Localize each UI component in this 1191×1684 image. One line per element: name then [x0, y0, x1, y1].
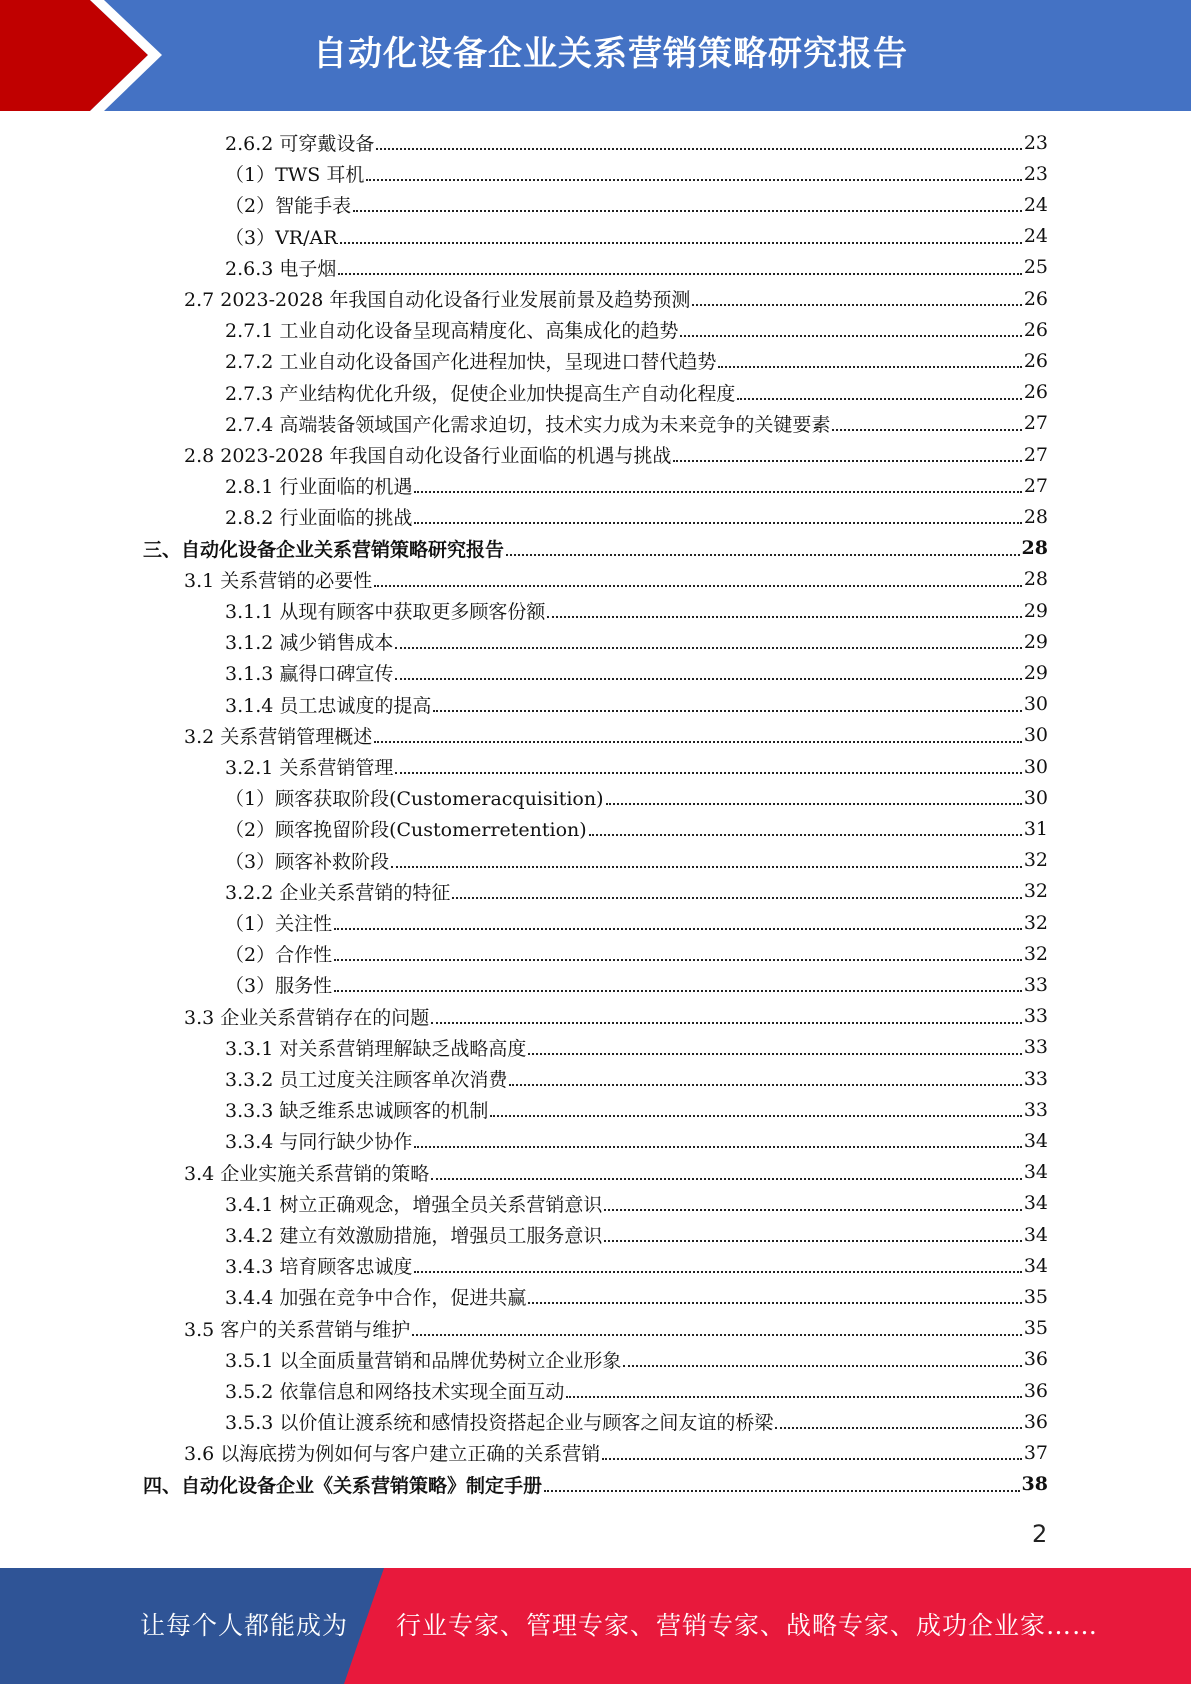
toc-entry[interactable] — [225, 782, 1048, 813]
toc-dot-leader — [692, 289, 1021, 308]
toc-entry-label: 3.5.3 以价值让渡系统和感情投资搭起企业与顾客之间友谊的桥梁 — [225, 1412, 774, 1435]
toc-entry[interactable] — [225, 470, 1048, 501]
toc-entry-page: 23 — [1023, 131, 1048, 154]
toc-entry-label: 3.5.2 依靠信息和网络技术实现全面互动 — [225, 1381, 565, 1403]
toc-dot-leader — [737, 383, 1021, 402]
toc-entry-page: 32 — [1023, 911, 1048, 934]
toc-entry[interactable] — [225, 189, 1048, 220]
toc-dot-leader — [391, 851, 1022, 870]
toc-dot-leader — [490, 1100, 1021, 1119]
report-title: 自动化设备企业关系营销策略研究报告 — [313, 34, 908, 74]
toc-entry-page: 23 — [1023, 162, 1048, 185]
toc-entry-label: 3.2.1 关系营销管理 — [225, 757, 394, 779]
toc-dot-leader — [452, 882, 1021, 901]
toc-entry[interactable] — [225, 158, 1048, 189]
toc-entry-page: 33 — [1023, 1005, 1048, 1028]
toc-entry-page: 27 — [1023, 412, 1048, 435]
toc-entry[interactable] — [184, 283, 1048, 314]
toc-entry-page: 30 — [1023, 755, 1048, 778]
toc-dot-leader — [775, 1412, 1021, 1431]
toc-dot-leader — [334, 975, 1022, 994]
toc-dot-leader — [412, 1319, 1022, 1338]
toc-entry-label: 三、自动化设备企业关系营销策略研究报告 — [143, 538, 505, 561]
toc-entry-page: 36 — [1023, 1410, 1048, 1433]
toc-entry-label: 3.1.1 从现有顾客中获取更多顾客份额 — [225, 601, 546, 623]
toc-entry[interactable] — [143, 1469, 1048, 1500]
footer-slogan-right: 行业专家、管理专家、营销专家、战略专家、成功企业家…… — [396, 1611, 1099, 1640]
toc-entry-label: （2）智能手表 — [225, 195, 352, 218]
toc-entry[interactable] — [225, 1094, 1048, 1125]
toc-entry-label: （3）VR/AR — [225, 226, 338, 249]
toc-entry[interactable] — [225, 595, 1048, 626]
toc-dot-leader — [340, 227, 1022, 246]
toc-dot-leader — [374, 570, 1022, 589]
toc-entry-page: 26 — [1023, 381, 1048, 404]
toc-entry-page: 26 — [1023, 318, 1048, 341]
toc-entry-page: 24 — [1023, 225, 1048, 248]
toc-entry-page: 27 — [1023, 443, 1048, 466]
toc-entry-page: 36 — [1023, 1348, 1048, 1371]
toc-dot-leader — [589, 819, 1022, 838]
toc-dot-leader — [334, 944, 1022, 963]
toc-entry[interactable] — [225, 1344, 1048, 1375]
toc-entry-page: 35 — [1023, 1317, 1048, 1340]
toc-entry-label: 3.3.3 缺乏维系忠诚顾客的机制 — [225, 1100, 489, 1123]
toc-entry[interactable] — [184, 1001, 1048, 1032]
toc-entry[interactable] — [225, 1188, 1048, 1219]
toc-entry-page: 34 — [1023, 1161, 1048, 1184]
toc-entry[interactable] — [225, 127, 1048, 158]
toc-entry-label: 3.4.1 树立正确观念，增强全员关系营销意识 — [225, 1193, 603, 1216]
toc-entry[interactable] — [225, 1406, 1048, 1437]
toc-dot-leader — [832, 414, 1021, 433]
toc-entry-label: 3.1 关系营销的必要性 — [184, 569, 373, 592]
toc-entry[interactable] — [184, 720, 1048, 751]
toc-entry-page: 27 — [1023, 474, 1048, 497]
toc-entry[interactable] — [225, 845, 1048, 876]
toc-entry-label: 3.4.4 加强在竞争中合作，促进共赢 — [225, 1287, 527, 1310]
toc-entry-page: 34 — [1023, 1254, 1048, 1277]
toc-entry[interactable] — [225, 969, 1048, 1000]
toc-entry-label: 2.8 2023-2028 年我国自动化设备行业面临的机遇与挑战 — [184, 445, 672, 467]
toc-entry-label: 2.7.2 工业自动化设备国产化进程加快，呈现进口替代趋势 — [225, 351, 717, 374]
toc-entry[interactable] — [225, 1032, 1048, 1063]
toc-entry-page: 33 — [1023, 1067, 1048, 1090]
toc-dot-leader — [718, 351, 1021, 370]
toc-entry-label: （1）顾客获取阶段(Customeracquisition) — [225, 788, 604, 811]
toc-dot-leader — [604, 1225, 1021, 1244]
toc-entry[interactable] — [225, 1375, 1048, 1406]
toc-entry-page: 29 — [1023, 599, 1048, 622]
toc-dot-leader — [528, 1287, 1021, 1306]
toc-dot-leader — [414, 476, 1021, 495]
toc-entry[interactable] — [225, 1125, 1048, 1156]
toc-dot-leader — [395, 663, 1021, 682]
toc-entry-page: 36 — [1023, 1379, 1048, 1402]
toc-entry-page: 32 — [1023, 849, 1048, 872]
toc-entry-page: 34 — [1023, 1223, 1048, 1246]
toc-entry-page: 24 — [1023, 193, 1048, 216]
toc-entry-label: 四、自动化设备企业《关系营销策略》制定手册 — [143, 1474, 543, 1497]
toc-entry[interactable] — [225, 408, 1048, 439]
toc-entry-page: 28 — [1023, 505, 1048, 528]
toc-dot-leader — [433, 695, 1021, 714]
toc-entry-page: 28 — [1021, 537, 1048, 560]
toc-dot-leader — [334, 913, 1022, 932]
toc-entry[interactable] — [225, 221, 1048, 252]
toc-entry-label: 2.7.1 工业自动化设备呈现高精度化、高集成化的趋势 — [225, 320, 679, 343]
toc-dot-leader — [353, 195, 1022, 214]
toc-entry-label: 3.3 企业关系营销存在的问题 — [184, 1006, 430, 1029]
toc-entry-page: 31 — [1023, 817, 1048, 840]
toc-dot-leader — [431, 1007, 1022, 1026]
toc-entry-page: 33 — [1023, 1036, 1048, 1059]
toc-entry-page: 33 — [1023, 1098, 1048, 1121]
toc-entry-label: （2）顾客挽留阶段(Customerretention) — [225, 819, 587, 842]
toc-entry-page: 38 — [1021, 1473, 1048, 1496]
toc-entry-label: 2.8.1 行业面临的机遇 — [225, 476, 413, 499]
toc-entry[interactable] — [225, 252, 1048, 283]
footer-slogan-left: 让每个人都能成为 — [140, 1611, 349, 1640]
toc-entry-label: 2.7 2023-2028 年我国自动化设备行业发展前景及趋势预测 — [184, 289, 691, 311]
toc-dot-leader — [374, 726, 1022, 745]
toc-entry-label: 3.1.4 员工忠诚度的提高 — [225, 694, 432, 717]
toc-dot-leader — [376, 133, 1021, 152]
toc-dot-leader — [673, 445, 1021, 464]
toc-entry-label: 3.6 以海底捞为例如何与客户建立正确的关系营销 — [184, 1443, 601, 1466]
toc-entry-page: 34 — [1023, 1129, 1048, 1152]
toc-dot-leader — [623, 1350, 1021, 1369]
toc-entry-label: 3.3.4 与同行缺少协作 — [225, 1131, 413, 1154]
toc-entry-page: 34 — [1023, 1192, 1048, 1215]
toc-entry-page: 30 — [1023, 786, 1048, 809]
toc-entry[interactable] — [225, 1250, 1048, 1281]
toc-entry[interactable] — [225, 876, 1048, 907]
toc-entry-label: 3.5.1 以全面质量营销和品牌优势树立企业形象 — [225, 1349, 622, 1372]
toc-entry-page: 29 — [1023, 661, 1048, 684]
toc-entry[interactable] — [184, 439, 1048, 470]
toc-dot-leader — [604, 1194, 1021, 1213]
toc-entry-label: 3.3.1 对关系营销理解缺乏战略高度 — [225, 1037, 527, 1060]
toc-entry[interactable] — [225, 1063, 1048, 1094]
toc-entry-page: 26 — [1023, 287, 1048, 310]
toc-entry-label: （2）合作性 — [225, 944, 333, 967]
toc-dot-leader — [414, 1256, 1021, 1275]
toc-entry[interactable] — [184, 1157, 1048, 1188]
toc-entry-page: 25 — [1023, 256, 1048, 279]
toc-entry-label: 3.1.2 减少销售成本 — [225, 632, 394, 655]
toc-entry-page: 29 — [1023, 630, 1048, 653]
toc-dot-leader — [606, 788, 1022, 807]
toc-entry[interactable] — [184, 564, 1048, 595]
toc-entry-label: 2.8.2 行业面临的挑战 — [225, 507, 413, 530]
toc-entry[interactable] — [225, 813, 1048, 844]
toc-entry-page: 26 — [1023, 349, 1048, 372]
toc-entry-label: 3.2 关系营销管理概述 — [184, 725, 373, 748]
toc-entry-label: （1）关注性 — [225, 913, 333, 935]
toc-entry[interactable] — [143, 533, 1048, 564]
toc-entry-label: 3.3.2 员工过度关注顾客单次消费 — [225, 1069, 508, 1091]
toc-entry-page: 30 — [1023, 724, 1048, 747]
toc-entry[interactable] — [225, 501, 1048, 532]
toc-entry-label: （1）TWS 耳机 — [225, 164, 365, 187]
toc-entry-label: 3.4.3 培育顾客忠诚度 — [225, 1256, 413, 1279]
toc-entry-label: 3.4.2 建立有效激励措施，增强员工服务意识 — [225, 1225, 603, 1247]
toc-dot-leader — [680, 320, 1021, 339]
toc-dot-leader — [544, 1475, 1020, 1494]
toc-entry-label: 3.5 客户的关系营销与维护 — [184, 1318, 411, 1341]
toc-entry-label: 2.7.4 高端装备领域国产化需求迫切，技术实力成为未来竞争的关键要素 — [225, 413, 831, 436]
toc-entry[interactable] — [225, 938, 1048, 969]
toc-entry[interactable] — [225, 626, 1048, 657]
toc-dot-leader — [395, 632, 1021, 651]
toc-dot-leader — [414, 507, 1021, 526]
toc-dot-leader — [506, 539, 1020, 558]
toc-entry-label: （3）服务性 — [225, 975, 333, 998]
toc-dot-leader — [566, 1381, 1021, 1400]
toc-dot-leader — [528, 1038, 1021, 1057]
toc-entry-page: 32 — [1023, 942, 1048, 965]
toc-entry[interactable] — [225, 657, 1048, 688]
toc-entry[interactable] — [225, 907, 1048, 938]
toc-dot-leader — [509, 1069, 1021, 1088]
toc-entry-label: 2.7.3 产业结构优化升级，促使企业加快提高生产自动化程度 — [225, 382, 736, 405]
toc-entry-page: 28 — [1023, 568, 1048, 591]
toc-entry-page: 35 — [1023, 1285, 1048, 1308]
toc-entry-label: （3）顾客补救阶段 — [225, 850, 390, 873]
toc-entry-label: 2.6.3 电子烟 — [225, 257, 337, 280]
toc-dot-leader — [602, 1443, 1022, 1462]
page-footer — [0, 1568, 1191, 1684]
toc-entry-page: 32 — [1023, 880, 1048, 903]
toc-dot-leader — [395, 757, 1021, 776]
page-number: 2 — [1032, 1520, 1048, 1548]
toc-entry-label: 3.4 企业实施关系营销的策略 — [184, 1162, 430, 1185]
toc-entry[interactable] — [225, 345, 1048, 376]
page-header — [0, 0, 1191, 111]
toc-entry-label: 3.2.2 企业关系营销的特征 — [225, 881, 451, 904]
toc-entry-page: 33 — [1023, 973, 1048, 996]
toc-entry[interactable] — [225, 751, 1048, 782]
toc-dot-leader — [366, 164, 1021, 183]
toc-entry[interactable] — [225, 377, 1048, 408]
toc-entry[interactable] — [225, 1281, 1048, 1312]
toc-entry-page: 37 — [1023, 1441, 1048, 1464]
toc-entry[interactable] — [225, 1219, 1048, 1250]
toc-dot-leader — [547, 601, 1021, 620]
toc-dot-leader — [414, 1131, 1021, 1150]
toc-entry-label: 3.1.3 赢得口碑宣传 — [225, 663, 394, 686]
toc-dot-leader — [431, 1163, 1022, 1182]
toc-entry-page: 30 — [1023, 693, 1048, 716]
toc-entry[interactable] — [184, 1437, 1048, 1468]
toc-entry[interactable] — [225, 314, 1048, 345]
toc-entry[interactable] — [225, 689, 1048, 720]
toc-dot-leader — [338, 258, 1021, 277]
toc-entry[interactable] — [184, 1313, 1048, 1344]
toc-entry-label: 2.6.2 可穿戴设备 — [225, 133, 375, 155]
